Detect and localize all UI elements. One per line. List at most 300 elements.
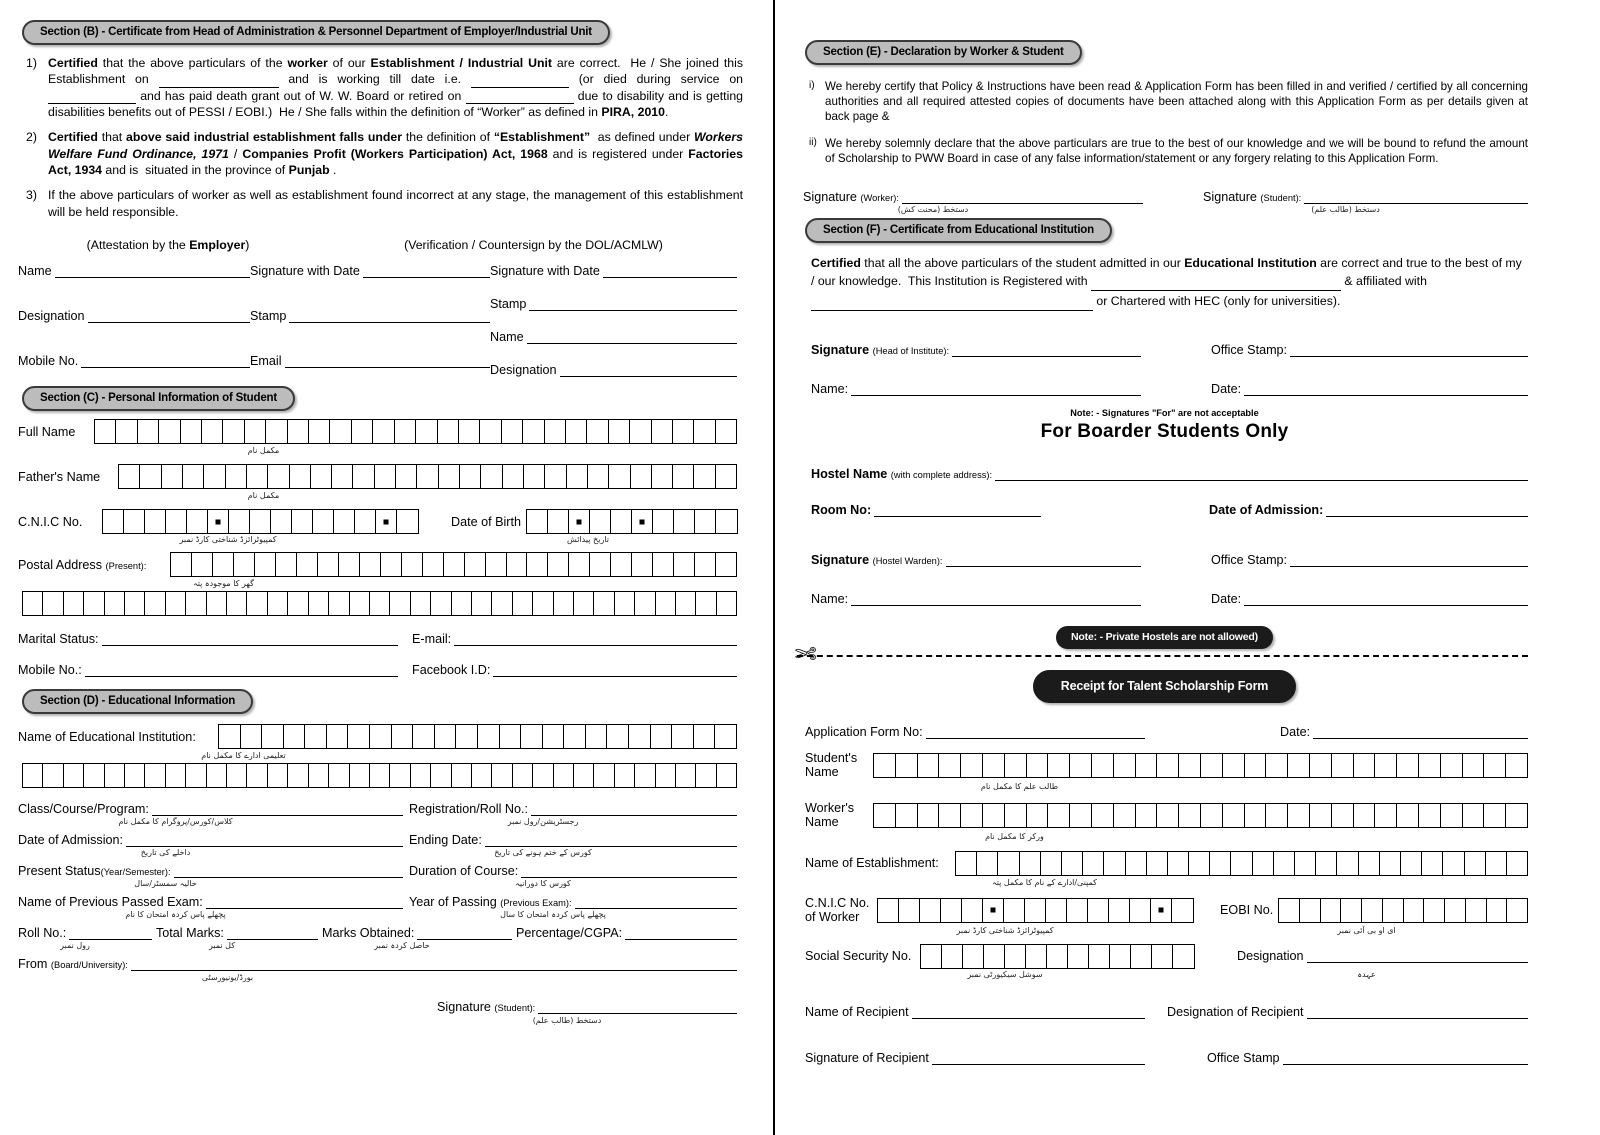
char-cell[interactable] (554, 764, 574, 787)
receipt-designation-rule[interactable] (1307, 952, 1528, 963)
char-cell[interactable] (1443, 852, 1464, 875)
board-university-field[interactable] (18, 957, 737, 971)
char-cell[interactable] (481, 465, 502, 488)
char-cell[interactable] (411, 764, 431, 787)
char-cell[interactable] (956, 852, 977, 875)
receipt-student-name-input[interactable] (873, 753, 1528, 778)
char-cell[interactable] (1223, 754, 1245, 777)
char-cell[interactable] (402, 553, 423, 576)
char-cell[interactable] (116, 420, 137, 443)
warden-office-stamp-rule[interactable] (1290, 556, 1528, 567)
char-cell[interactable] (1020, 852, 1041, 875)
char-cell[interactable] (632, 553, 653, 576)
char-cell[interactable] (1383, 899, 1404, 922)
char-cell[interactable] (329, 764, 349, 787)
char-cell[interactable] (348, 725, 370, 748)
full-name-input[interactable] (94, 419, 737, 444)
char-cell[interactable] (878, 899, 899, 922)
char-cell[interactable] (920, 899, 941, 922)
recipient-office-stamp-field[interactable] (1207, 1051, 1528, 1065)
char-cell[interactable] (513, 592, 533, 615)
institution-input-2[interactable] (22, 763, 737, 788)
char-cell[interactable] (1041, 852, 1062, 875)
char-cell[interactable] (290, 465, 311, 488)
char-cell[interactable] (716, 420, 736, 443)
previous-exam-rule[interactable] (206, 898, 403, 909)
student-signature-field[interactable] (437, 1000, 737, 1014)
char-cell[interactable] (963, 945, 984, 968)
dob-input[interactable] (526, 509, 738, 534)
char-cell[interactable] (219, 725, 241, 748)
dol-name-rule[interactable] (527, 333, 737, 344)
char-cell[interactable] (1179, 754, 1201, 777)
char-cell[interactable] (297, 553, 318, 576)
char-cell[interactable] (1332, 754, 1354, 777)
char-cell[interactable] (1337, 852, 1358, 875)
char-cell[interactable] (452, 764, 472, 787)
char-cell[interactable] (1354, 754, 1376, 777)
char-cell[interactable] (1487, 899, 1508, 922)
char-cell[interactable] (587, 420, 608, 443)
head-institute-signature-rule[interactable] (952, 346, 1141, 357)
char-cell[interactable] (472, 592, 492, 615)
postal-address-input-2[interactable] (22, 591, 737, 616)
char-cell[interactable] (631, 465, 652, 488)
char-cell[interactable] (327, 725, 349, 748)
char-cell[interactable] (1114, 804, 1136, 827)
char-cell[interactable] (166, 510, 187, 533)
char-cell[interactable] (574, 592, 594, 615)
char-cell[interactable] (1223, 804, 1245, 827)
char-cell[interactable] (350, 592, 370, 615)
char-cell[interactable] (313, 510, 334, 533)
char-cell[interactable] (1266, 754, 1288, 777)
char-cell[interactable] (1397, 804, 1419, 827)
receipt-date-field[interactable] (1280, 725, 1528, 739)
char-cell[interactable] (390, 592, 410, 615)
student-signature-rule[interactable] (538, 1003, 737, 1014)
char-cell[interactable] (1484, 754, 1506, 777)
char-cell[interactable] (370, 725, 392, 748)
char-cell[interactable] (1310, 754, 1332, 777)
char-cell[interactable] (1168, 852, 1189, 875)
char-cell[interactable] (611, 553, 632, 576)
student-signature-rule-e[interactable] (1304, 193, 1528, 204)
char-cell[interactable] (1152, 945, 1173, 968)
receipt-establishment-input[interactable] (955, 851, 1528, 876)
char-cell[interactable] (472, 764, 492, 787)
char-cell[interactable] (1463, 754, 1485, 777)
room-no-rule[interactable] (874, 506, 1041, 517)
institute-name-field[interactable] (811, 382, 1141, 396)
char-cell[interactable] (717, 764, 736, 787)
head-institute-signature-field[interactable] (811, 343, 1141, 357)
char-cell[interactable] (716, 465, 736, 488)
char-cell[interactable] (521, 725, 543, 748)
char-cell[interactable] (84, 592, 104, 615)
employer-sigdate-rule[interactable] (363, 267, 490, 278)
char-cell[interactable] (673, 465, 694, 488)
char-cell[interactable] (652, 465, 673, 488)
char-cell[interactable] (186, 592, 206, 615)
char-cell[interactable] (1070, 804, 1092, 827)
hostel-admission-date-rule[interactable] (1326, 506, 1528, 517)
char-cell[interactable] (145, 510, 166, 533)
char-cell[interactable] (370, 592, 390, 615)
char-cell[interactable] (543, 725, 565, 748)
char-cell[interactable] (166, 764, 186, 787)
char-cell[interactable] (918, 754, 940, 777)
char-cell[interactable] (43, 764, 63, 787)
employer-mobile-field[interactable] (18, 354, 250, 368)
char-cell[interactable] (1245, 754, 1267, 777)
char-cell[interactable] (651, 725, 673, 748)
hostel-name-field[interactable] (811, 467, 1528, 481)
char-cell[interactable] (1441, 804, 1463, 827)
char-cell[interactable] (694, 420, 715, 443)
recipient-name-field[interactable] (805, 1005, 1145, 1019)
char-cell[interactable] (227, 592, 247, 615)
institution-input-1[interactable] (218, 724, 737, 749)
char-cell[interactable] (292, 510, 313, 533)
char-cell[interactable] (1048, 754, 1070, 777)
recipient-designation-rule[interactable] (1307, 1008, 1528, 1019)
char-cell[interactable] (513, 764, 533, 787)
mobile-rule[interactable] (85, 666, 398, 677)
char-cell[interactable] (360, 553, 381, 576)
char-cell[interactable] (696, 592, 716, 615)
char-cell[interactable] (1295, 852, 1316, 875)
char-cell[interactable] (1253, 852, 1274, 875)
char-cell[interactable] (1147, 852, 1168, 875)
char-cell[interactable] (1092, 754, 1114, 777)
char-cell[interactable] (1062, 852, 1083, 875)
char-cell[interactable] (695, 510, 716, 533)
char-cell[interactable] (548, 553, 569, 576)
student-signature-field-e[interactable] (1203, 190, 1528, 204)
char-cell[interactable] (435, 725, 457, 748)
char-cell[interactable] (961, 754, 983, 777)
char-cell[interactable] (1375, 804, 1397, 827)
char-cell[interactable] (500, 725, 522, 748)
char-cell[interactable] (1210, 852, 1231, 875)
char-cell[interactable] (84, 764, 104, 787)
char-cell[interactable] (674, 510, 695, 533)
char-cell[interactable] (1507, 852, 1527, 875)
employer-designation-field[interactable] (18, 309, 250, 323)
char-cell[interactable] (234, 553, 255, 576)
char-cell[interactable] (656, 764, 676, 787)
char-cell[interactable] (984, 945, 1005, 968)
class-course-rule[interactable] (152, 805, 403, 816)
char-cell[interactable] (125, 764, 145, 787)
char-cell[interactable] (590, 553, 611, 576)
roll-no-field[interactable] (18, 926, 152, 940)
char-cell[interactable] (672, 725, 694, 748)
char-cell[interactable] (523, 420, 544, 443)
char-cell[interactable] (874, 804, 896, 827)
char-cell[interactable] (1067, 899, 1088, 922)
char-cell[interactable] (181, 420, 202, 443)
char-cell[interactable] (353, 465, 374, 488)
char-cell[interactable] (1419, 754, 1441, 777)
char-cell[interactable] (431, 592, 451, 615)
marital-status-field[interactable] (18, 632, 398, 646)
char-cell[interactable] (527, 510, 548, 533)
warden-office-stamp-field[interactable] (1211, 553, 1528, 567)
application-form-no-rule[interactable] (926, 728, 1145, 739)
char-cell[interactable] (370, 764, 390, 787)
char-cell[interactable] (676, 764, 696, 787)
char-cell[interactable] (1005, 804, 1027, 827)
char-cell[interactable] (119, 465, 140, 488)
dol-stamp-rule[interactable] (529, 300, 737, 311)
char-cell[interactable] (1201, 804, 1223, 827)
char-cell[interactable] (635, 592, 655, 615)
char-cell[interactable] (942, 945, 963, 968)
receipt-designation-field[interactable] (1237, 949, 1528, 963)
char-cell[interactable] (1506, 804, 1527, 827)
char-cell[interactable] (1114, 754, 1136, 777)
char-cell[interactable] (673, 420, 694, 443)
application-form-no-field[interactable] (805, 725, 1145, 739)
char-cell[interactable] (64, 592, 84, 615)
char-cell[interactable] (124, 510, 145, 533)
char-cell[interactable] (611, 510, 632, 533)
char-cell[interactable] (656, 592, 676, 615)
char-cell[interactable] (545, 465, 566, 488)
char-cell[interactable] (413, 725, 435, 748)
char-cell[interactable] (202, 420, 223, 443)
receipt-worker-name-input[interactable] (873, 803, 1528, 828)
char-cell[interactable] (329, 592, 349, 615)
char-cell[interactable] (983, 754, 1005, 777)
employer-sigdate-field[interactable] (250, 264, 490, 278)
char-cell[interactable] (192, 553, 213, 576)
char-cell[interactable] (1026, 945, 1047, 968)
class-course-field[interactable] (18, 802, 403, 816)
dol-sigdate-field[interactable] (490, 264, 737, 278)
char-cell[interactable] (594, 592, 614, 615)
char-cell[interactable] (492, 764, 512, 787)
employer-name-rule[interactable] (55, 267, 250, 278)
char-cell[interactable] (439, 465, 460, 488)
char-cell[interactable] (502, 420, 523, 443)
char-cell[interactable] (1397, 754, 1419, 777)
char-cell[interactable] (1004, 899, 1025, 922)
char-cell[interactable] (373, 420, 394, 443)
char-cell[interactable] (607, 725, 629, 748)
year-passing-field[interactable] (409, 895, 737, 909)
char-cell[interactable] (245, 420, 266, 443)
char-cell[interactable] (375, 465, 396, 488)
char-cell[interactable] (1445, 899, 1466, 922)
char-cell[interactable] (1089, 945, 1110, 968)
char-cell[interactable] (1380, 852, 1401, 875)
char-cell[interactable] (103, 510, 124, 533)
employer-designation-rule[interactable] (88, 312, 250, 323)
char-cell[interactable] (23, 764, 43, 787)
char-cell[interactable] (1422, 852, 1443, 875)
char-cell[interactable] (629, 725, 651, 748)
dol-designation-field[interactable] (490, 363, 737, 377)
char-cell[interactable] (247, 592, 267, 615)
char-cell[interactable] (288, 764, 308, 787)
char-cell[interactable] (247, 465, 268, 488)
mobile-field[interactable] (18, 663, 398, 677)
char-cell[interactable] (105, 592, 125, 615)
char-cell[interactable] (899, 899, 920, 922)
char-cell[interactable] (1027, 804, 1049, 827)
char-cell[interactable] (204, 465, 225, 488)
char-cell[interactable] (1341, 899, 1362, 922)
char-cell[interactable] (715, 725, 736, 748)
char-cell[interactable] (896, 754, 918, 777)
marks-obtained-field[interactable] (322, 926, 512, 940)
char-cell[interactable] (1179, 804, 1201, 827)
char-cell[interactable] (1354, 804, 1376, 827)
employer-email-field[interactable] (250, 354, 490, 368)
employer-stamp-rule[interactable] (289, 312, 490, 323)
char-cell[interactable] (350, 764, 370, 787)
receipt-cnic-input[interactable] (877, 898, 1194, 923)
char-cell[interactable] (241, 725, 263, 748)
char-cell[interactable] (352, 420, 373, 443)
char-cell[interactable] (533, 592, 553, 615)
date-admission-rule[interactable] (126, 836, 403, 847)
char-cell[interactable] (941, 899, 962, 922)
postal-address-input-1[interactable] (170, 552, 737, 577)
char-cell[interactable] (564, 725, 586, 748)
char-cell[interactable] (1131, 945, 1152, 968)
char-cell[interactable] (480, 420, 501, 443)
char-cell[interactable] (998, 852, 1019, 875)
char-cell[interactable] (444, 553, 465, 576)
ending-date-field[interactable] (409, 833, 737, 847)
char-cell[interactable] (416, 420, 437, 443)
char-cell[interactable] (1048, 804, 1070, 827)
warden-name-rule[interactable] (851, 595, 1141, 606)
char-cell[interactable] (311, 465, 332, 488)
char-cell[interactable] (486, 553, 507, 576)
char-cell[interactable] (1130, 899, 1151, 922)
char-cell[interactable] (674, 553, 695, 576)
char-cell[interactable] (396, 465, 417, 488)
facebook-field[interactable] (412, 663, 737, 677)
worker-signature-field[interactable] (803, 190, 1143, 204)
char-cell[interactable] (1316, 852, 1337, 875)
char-cell[interactable] (1157, 804, 1179, 827)
char-cell[interactable] (162, 465, 183, 488)
char-cell[interactable] (1231, 852, 1252, 875)
char-cell[interactable] (1288, 754, 1310, 777)
char-cell[interactable] (330, 420, 351, 443)
char-cell[interactable] (460, 465, 481, 488)
employer-name-field[interactable] (18, 264, 250, 278)
char-cell[interactable] (1070, 754, 1092, 777)
char-cell[interactable] (1110, 945, 1131, 968)
recipient-office-stamp-rule[interactable] (1283, 1054, 1528, 1065)
char-cell[interactable] (694, 465, 715, 488)
char-cell[interactable] (1506, 754, 1527, 777)
present-status-field[interactable] (18, 864, 403, 878)
char-cell[interactable] (459, 420, 480, 443)
char-cell[interactable] (1288, 804, 1310, 827)
char-cell[interactable] (1310, 804, 1332, 827)
email-rule[interactable] (454, 635, 737, 646)
char-cell[interactable] (266, 420, 287, 443)
char-cell[interactable] (1401, 852, 1422, 875)
room-no-field[interactable] (811, 503, 1041, 517)
char-cell[interactable] (1068, 945, 1089, 968)
employer-mobile-rule[interactable] (81, 357, 250, 368)
char-cell[interactable] (417, 465, 438, 488)
char-cell[interactable] (524, 465, 545, 488)
hostel-name-rule[interactable] (995, 470, 1528, 481)
char-cell[interactable] (166, 592, 186, 615)
dol-sigdate-rule[interactable] (603, 267, 737, 278)
char-cell[interactable] (171, 553, 192, 576)
char-cell[interactable] (465, 553, 486, 576)
char-cell[interactable] (533, 764, 553, 787)
char-cell[interactable] (390, 764, 410, 787)
char-cell[interactable] (983, 804, 1005, 827)
char-cell[interactable] (268, 465, 289, 488)
warden-name-field[interactable] (811, 592, 1141, 606)
char-cell[interactable] (676, 592, 696, 615)
employer-stamp-field[interactable] (250, 309, 490, 323)
present-status-rule[interactable] (174, 867, 403, 878)
char-cell[interactable] (145, 592, 165, 615)
char-cell[interactable] (125, 592, 145, 615)
char-cell[interactable] (1083, 852, 1104, 875)
char-cell[interactable] (309, 592, 329, 615)
dol-name-field[interactable] (490, 330, 737, 344)
char-cell[interactable] (1465, 852, 1486, 875)
char-cell[interactable] (213, 553, 234, 576)
ending-date-rule[interactable] (485, 836, 737, 847)
char-cell[interactable] (95, 420, 116, 443)
char-cell[interactable] (545, 420, 566, 443)
institute-date-rule[interactable] (1244, 385, 1528, 396)
warden-date-field[interactable] (1211, 592, 1528, 606)
char-cell[interactable] (247, 764, 267, 787)
char-cell[interactable] (574, 764, 594, 787)
char-cell[interactable] (381, 553, 402, 576)
marks-obtained-rule[interactable] (417, 929, 512, 940)
total-marks-field[interactable] (156, 926, 318, 940)
board-university-rule[interactable] (131, 960, 737, 971)
char-cell[interactable] (1359, 852, 1380, 875)
char-cell[interactable] (609, 420, 630, 443)
char-cell[interactable] (609, 465, 630, 488)
char-cell[interactable] (288, 420, 309, 443)
facebook-rule[interactable] (493, 666, 737, 677)
char-cell[interactable] (355, 510, 376, 533)
char-cell[interactable] (105, 764, 125, 787)
receipt-date-rule[interactable] (1313, 728, 1528, 739)
duration-course-rule[interactable] (521, 867, 737, 878)
char-cell[interactable] (921, 945, 942, 968)
char-cell[interactable] (716, 510, 737, 533)
char-cell[interactable] (456, 725, 478, 748)
char-cell[interactable] (1005, 754, 1027, 777)
char-cell[interactable] (1486, 852, 1507, 875)
char-cell[interactable] (1279, 899, 1300, 922)
char-cell[interactable] (1136, 804, 1158, 827)
char-cell[interactable] (615, 764, 635, 787)
char-cell[interactable] (503, 465, 524, 488)
